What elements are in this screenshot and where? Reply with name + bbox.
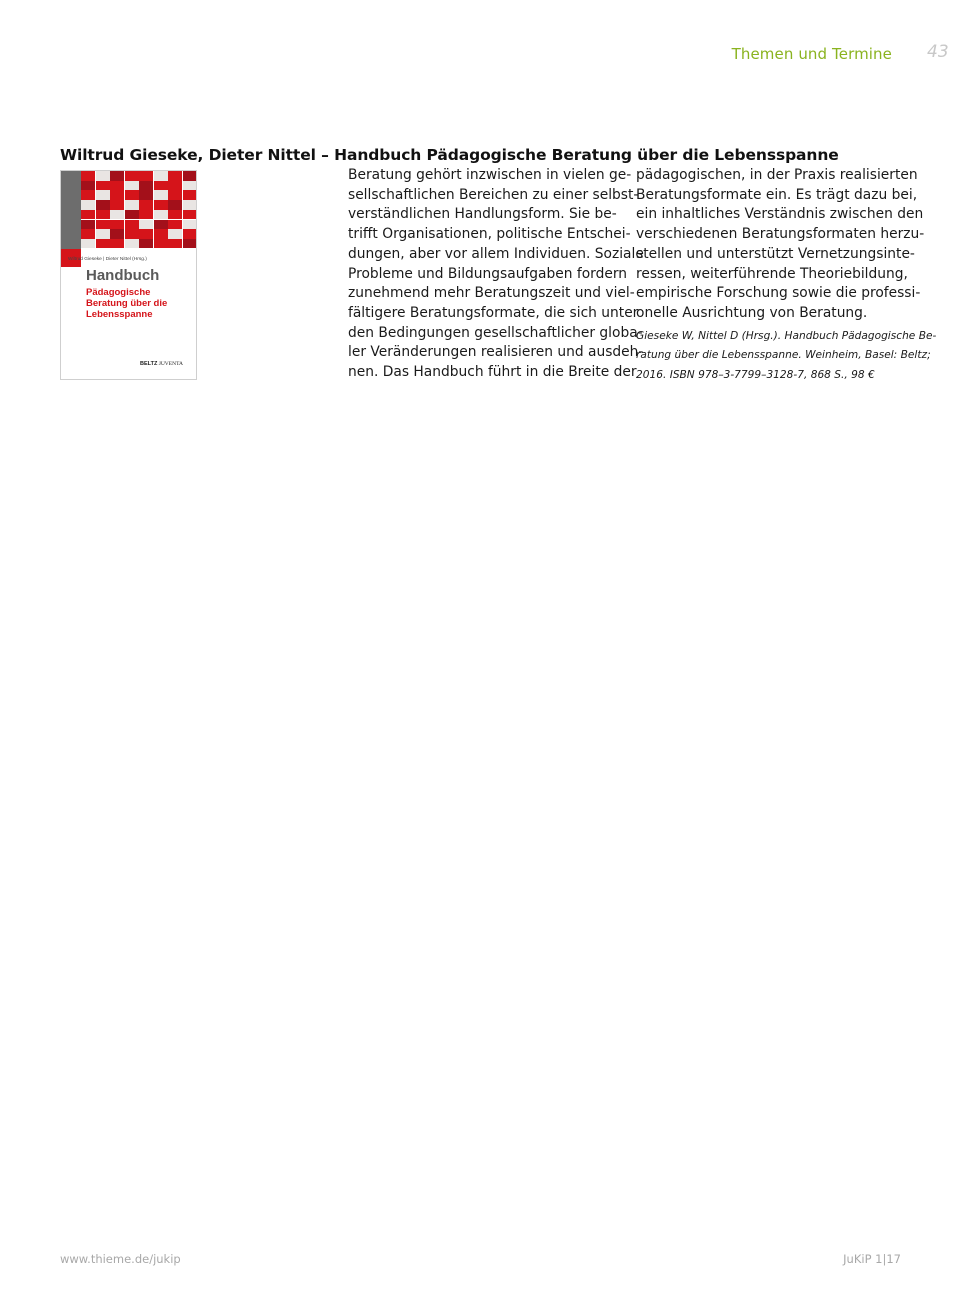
- cover-pattern-square: [168, 190, 182, 200]
- cover-pattern-square: [183, 239, 197, 249]
- cover-title: Handbuch: [86, 267, 160, 284]
- cover-pattern-square: [183, 229, 197, 239]
- cover-pattern-square: [96, 181, 110, 191]
- article-body-column-2: [636, 166, 937, 386]
- cover-grey-stripe: [61, 171, 81, 249]
- cover-pattern-square: [154, 210, 168, 220]
- cover-authors: Wiltrud Gieseke | Dieter Nittel (Hrsg.): [68, 257, 147, 262]
- citation-line: 2016. ISBN 978–3-7799–3128-7, 868 S., 98 €: [636, 369, 875, 382]
- cover-pattern-square: [183, 190, 197, 200]
- citation-line: Gieseke W, Nittel D (Hrsg.). Handbuch Pädagogische Be-: [636, 329, 937, 342]
- cover-pattern-square: [139, 190, 153, 200]
- text-line: dungen, aber vor allem Individuen. Soziale: [348, 245, 644, 262]
- cover-pattern-square: [183, 210, 197, 220]
- cover-pattern-square: [110, 200, 124, 210]
- cover-pattern-square: [183, 181, 197, 191]
- text-line: Probleme und Bildungsaufgaben fordern: [348, 265, 628, 282]
- citation-line: ratung über die Lebensspanne. Weinheim, Basel: Beltz;: [636, 349, 931, 362]
- footer-url[interactable]: www.thieme.de/jukip: [60, 1252, 181, 1266]
- cover-publisher-logo: [140, 361, 183, 367]
- cover-pattern-square: [125, 220, 139, 230]
- text-line: verschiedenen Beratungsformaten herzu-: [636, 226, 925, 243]
- cover-pattern-square: [154, 220, 168, 230]
- cover-pattern-square: [110, 171, 124, 181]
- cover-pattern-square: [154, 171, 168, 181]
- cover-pattern-square: [81, 229, 95, 239]
- cover-pattern-square: [139, 200, 153, 210]
- cover-pattern-square: [139, 239, 153, 249]
- cover-pattern-square: [125, 190, 139, 200]
- cover-pattern-square: [110, 181, 124, 191]
- text-line: trifft Organisationen, politische Entschei-: [348, 226, 631, 243]
- cover-pattern-square: [139, 210, 153, 220]
- cover-subtitle-line: Pädagogische: [86, 287, 151, 298]
- cover-pattern-square: [125, 239, 139, 249]
- text-line: ressen, weiterführende Theoriebildung,: [636, 265, 908, 282]
- cover-publisher-sub: JUVENTA: [158, 361, 183, 367]
- cover-pattern-square: [96, 190, 110, 200]
- text-line: Beratung gehört inzwischen in vielen ge-: [348, 167, 632, 183]
- cover-pattern-square: [81, 220, 95, 230]
- cover-pattern-square: [125, 181, 139, 191]
- text-line: den Bedingungen gesellschaftlicher globa-: [348, 324, 643, 341]
- cover-subtitle-line: Lebensspanne: [86, 309, 153, 320]
- cover-pattern-square: [110, 210, 124, 220]
- cover-pattern-square: [154, 190, 168, 200]
- cover-pattern-square: [139, 171, 153, 181]
- cover-pattern-square: [183, 220, 197, 230]
- cover-pattern-square: [154, 229, 168, 239]
- cover-subtitle: [86, 287, 196, 320]
- cover-pattern-square: [110, 190, 124, 200]
- cover-pattern-square: [168, 200, 182, 210]
- cover-pattern-square: [168, 239, 182, 249]
- text-line: verständlichen Handlungsform. Sie be-: [348, 206, 617, 223]
- cover-pattern-square: [154, 239, 168, 249]
- header-section-title: Themen und Termine: [731, 45, 892, 63]
- text-line: zunehmend mehr Beratungszeit und viel-: [348, 285, 635, 302]
- cover-pattern-square: [168, 210, 182, 220]
- cover-pattern-square: [96, 200, 110, 210]
- text-line: nen. Das Handbuch führt in die Breite der: [348, 364, 637, 381]
- text-line: stellen und unterstützt Vernetzungsinte-: [636, 245, 915, 262]
- text-line: fältigere Beratungsformate, die sich unter: [348, 304, 639, 321]
- cover-pattern-square: [96, 210, 110, 220]
- book-cover-image: [60, 170, 197, 380]
- cover-pattern-square: [125, 210, 139, 220]
- cover-pattern-square: [183, 171, 197, 181]
- cover-pattern-square: [110, 229, 124, 239]
- cover-pattern-square: [125, 200, 139, 210]
- cover-pattern-square: [168, 181, 182, 191]
- cover-pattern-square: [96, 171, 110, 181]
- text-line: sellschaftlichen Bereichen zu einer selbst-: [348, 186, 639, 203]
- page-number: 43: [927, 42, 949, 62]
- cover-pattern-square: [81, 181, 95, 191]
- cover-subtitle-line: Beratung über die: [86, 298, 168, 309]
- cover-pattern-square: [154, 200, 168, 210]
- cover-pattern-square: [96, 220, 110, 230]
- cover-pattern-square: [168, 220, 182, 230]
- cover-pattern-square: [139, 229, 153, 239]
- text-line: Beratungsformate ein. Es trägt dazu bei,: [636, 186, 918, 203]
- cover-pattern-square: [183, 200, 197, 210]
- footer-journal-issue: JuKiP 1|17: [843, 1252, 901, 1266]
- cover-pattern-square: [168, 171, 182, 181]
- text-line: pädagogischen, in der Praxis realisierten: [636, 167, 918, 183]
- cover-pattern-square: [81, 200, 95, 210]
- cover-pattern-square: [110, 239, 124, 249]
- cover-pattern-square: [154, 181, 168, 191]
- text-line: empirische Forschung sowie die professi-: [636, 285, 921, 302]
- cover-pattern-square: [125, 229, 139, 239]
- cover-publisher-main: BELTZ: [140, 361, 158, 367]
- cover-pattern-square: [81, 210, 95, 220]
- article-title: Wiltrud Gieseke, Dieter Nittel – Handbuch Pädagogische Beratung über die Lebensspanne: [60, 146, 839, 164]
- cover-pattern-square: [139, 181, 153, 191]
- text-line: onelle Ausrichtung von Beratung.: [636, 304, 868, 321]
- text-line: ein inhaltliches Verständnis zwischen den: [636, 206, 924, 223]
- cover-pattern-square: [139, 220, 153, 230]
- cover-pattern-square: [81, 239, 95, 249]
- cover-pattern-square: [125, 171, 139, 181]
- cover-pattern-square: [81, 190, 95, 200]
- book-citation: [636, 327, 937, 386]
- text-line: ler Veränderungen realisieren und ausdeh-: [348, 344, 644, 361]
- cover-pattern-square: [168, 229, 182, 239]
- cover-pattern-square: [110, 220, 124, 230]
- article-body-column-1: [348, 166, 644, 383]
- cover-pattern-square: [96, 229, 110, 239]
- cover-pattern-square: [81, 171, 95, 181]
- cover-pattern-square: [96, 239, 110, 249]
